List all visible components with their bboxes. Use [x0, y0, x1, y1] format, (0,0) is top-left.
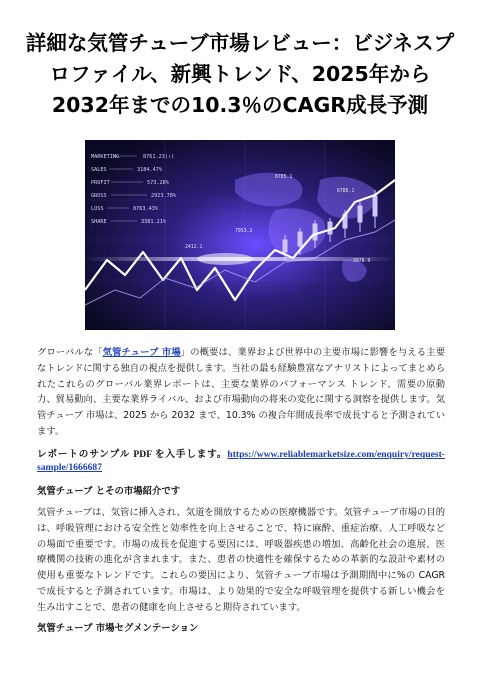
intro-paragraph [37, 345, 445, 440]
sample-request-link[interactable]: https://www.reliablemarketsize.com/enquiry/request-sample/1666687 [37, 449, 445, 473]
metric-value: 3381.21% [141, 219, 166, 225]
chart-label: 3978.9 [353, 259, 371, 264]
document-title: 詳細な気管チューブ市場レビュー：ビジネスプロファイル、新興トレンド、2025年から2032年までの10.3％のCAGR成長予測 [25, 31, 455, 117]
metric-label: LOSS [91, 206, 104, 212]
metric-value: 8761.23(↑) [143, 154, 175, 160]
intro-lead: グローバルな「 [37, 347, 103, 358]
chart-label: 7953.2 [235, 229, 253, 234]
metric-label: MARKETING [91, 154, 120, 160]
section-heading-intro: 気管チューブ とその市場紹介です [37, 486, 181, 497]
sample-label: レポートのサンプル PDF を入手します。 [37, 449, 228, 460]
chart-label: 8785.1 [275, 175, 293, 180]
metric-label: GROSS [91, 193, 107, 199]
metric-value: 8763.43% [133, 206, 158, 212]
section-heading-segmentation: 気管チューブ 市場セグメンテーション [37, 623, 199, 634]
metric-label: SHARE [91, 219, 107, 225]
sample-request-paragraph [37, 449, 445, 474]
metric-value: 2923.78% [151, 193, 176, 199]
metric-label: SALES [91, 167, 107, 173]
market-keyword-link[interactable]: 気管チューブ 市場 [102, 347, 181, 358]
chart-label: 2412.1 [185, 245, 203, 250]
section-intro-body: 気管チューブは、気管に挿入され、気道を開放するための医療機器です。気管チューブ市場の目的は、呼吸管理における安全性と効率性を向上させることで、特に麻酔、重症治療、人工呼吸などの場面で重要です。市場の成長を促進する要因には、呼吸器疾患の増加、高齢化社会の進展、医療機関の技術の進化が含まれます。また、患者の快適性を確保するための革新的な設計や素材の使用も重要なトレンドです。これらの要因により、気管チューブ市場は予測期間中に%の CAGRで成長すると予測されています。市場は、より効果的で安全な呼吸管理を提供する新しい機会を生み出すことで、患者の健康を向上させると期待されています。 [37, 507, 445, 613]
chart-label: 6786.1 [337, 189, 355, 194]
intro-body: 」の概要は、業界および世界中の主要市場に影響を与える主要なトレンドに関する独自の視点を提供します。当社の最も経験豊富なアナリストによってまとめられたこれらのグローバル業界レポートは、主要な業界のパフォーマンス トレンド、需要の原動力、貿易動向、主要な業界ライバル、および市場動向の将来の変化に関する洞察を提供します。気管チューブ 市場は、2025 から 2032 まで、10.3% の複合年間成長率で成長すると予測されています。 [37, 347, 445, 437]
stock-chart-illustration [85, 140, 395, 330]
metric-value: 3184.47% [137, 167, 162, 173]
metric-label: PROFIT [91, 180, 110, 186]
metric-value: 573.28% [147, 180, 169, 186]
hero-image [85, 140, 395, 330]
